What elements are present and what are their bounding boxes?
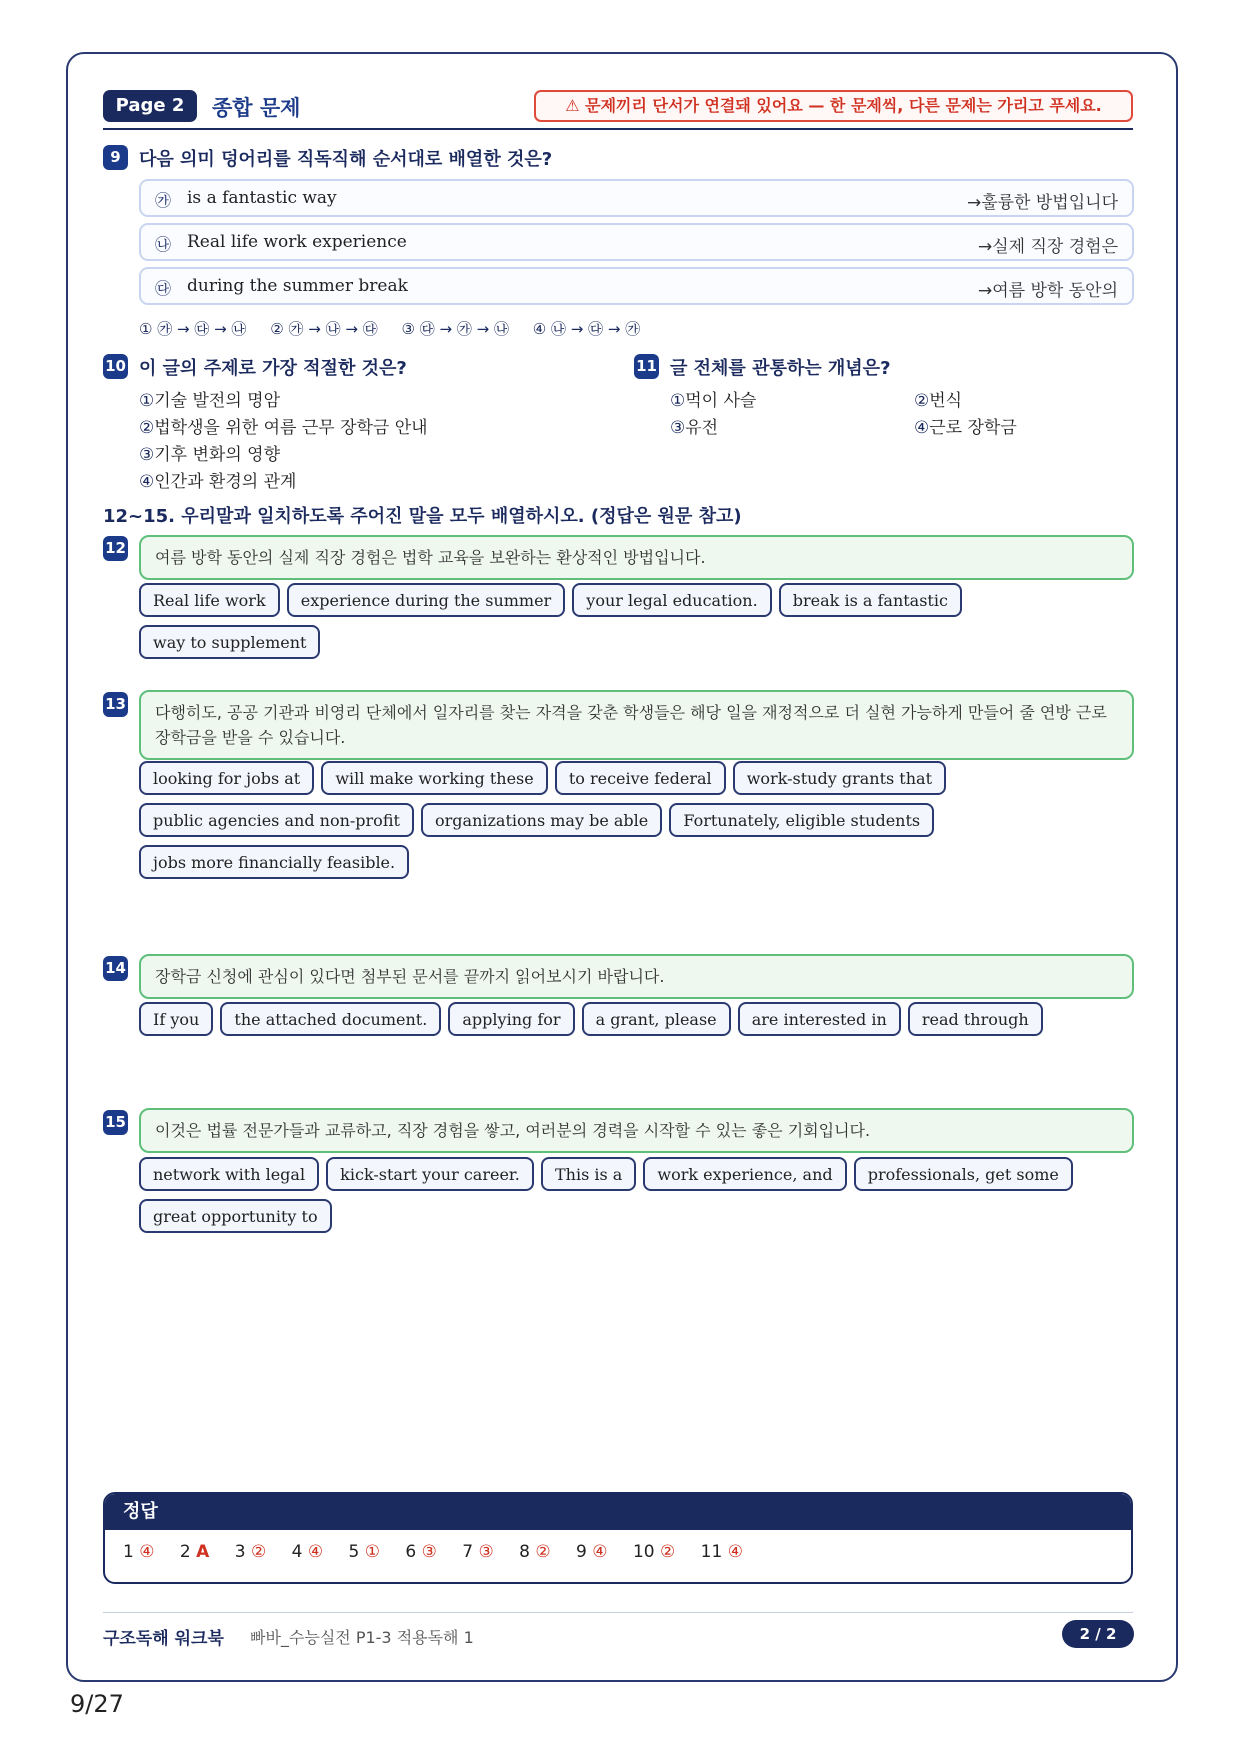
answer-item: 9 ④ bbox=[576, 1542, 608, 1562]
question-number-14: 14 bbox=[103, 956, 128, 981]
chunk-korean: →실제 직장 경험은 bbox=[977, 237, 1118, 257]
answer-item: 8 ② bbox=[519, 1542, 551, 1562]
word-chip[interactable]: your legal education. bbox=[572, 583, 771, 617]
q12-chips bbox=[139, 583, 1139, 667]
word-chip[interactable]: This is a bbox=[541, 1157, 636, 1191]
question-number-12: 12 bbox=[103, 536, 128, 561]
word-chip[interactable]: read through bbox=[908, 1002, 1043, 1036]
chunk-da bbox=[139, 267, 1134, 305]
word-chip[interactable]: way to supplement bbox=[139, 625, 320, 659]
footer-brand: 구조독해 워크북 bbox=[103, 1629, 224, 1649]
word-chip[interactable]: the attached document. bbox=[220, 1002, 441, 1036]
q14-sentence: 장학금 신청에 관심이 있다면 첨부된 문서를 끝까지 읽어보시기 바랍니다. bbox=[139, 954, 1134, 999]
chunk-korean: →여름 방학 동안의 bbox=[977, 281, 1118, 301]
question-number-10: 10 bbox=[103, 354, 128, 379]
chunk-symbol: ㉮ bbox=[155, 191, 172, 210]
q11-option-3[interactable]: ③유전 bbox=[670, 418, 719, 438]
header-divider bbox=[103, 128, 1133, 130]
word-chip[interactable]: looking for jobs at bbox=[139, 761, 314, 795]
word-chip[interactable]: Real life work bbox=[139, 583, 280, 617]
q11-option-2[interactable]: ②번식 bbox=[914, 391, 963, 411]
word-chip[interactable]: applying for bbox=[448, 1002, 574, 1036]
word-chip[interactable]: will make working these bbox=[321, 761, 547, 795]
word-chip[interactable]: If you bbox=[139, 1002, 213, 1036]
answer-item: 1 ④ bbox=[123, 1542, 155, 1562]
chunk-english: Real life work experience bbox=[187, 232, 407, 252]
chunk-english: during the summer break bbox=[187, 276, 408, 296]
q10-option-3[interactable]: ③기후 변화의 영향 bbox=[139, 445, 281, 465]
word-chip[interactable]: break is a fantastic bbox=[779, 583, 962, 617]
question-number-11: 11 bbox=[634, 354, 659, 379]
question-number-13: 13 bbox=[103, 692, 128, 717]
page-label: Page 2 bbox=[103, 90, 197, 122]
word-chip[interactable]: organizations may be able bbox=[421, 803, 662, 837]
answer-item: 7 ③ bbox=[462, 1542, 494, 1562]
word-chip[interactable]: a grant, please bbox=[582, 1002, 731, 1036]
answer-item: 6 ③ bbox=[405, 1542, 437, 1562]
question-10-title: 이 글의 주제로 가장 적절한 것은? bbox=[139, 358, 407, 379]
answer-item: 5 ① bbox=[348, 1542, 380, 1562]
warning-banner: ⚠ 문제끼리 단서가 연결돼 있어요 — 한 문제씩, 다른 문제는 가리고 푸세요. bbox=[534, 90, 1133, 122]
word-chip[interactable]: great opportunity to bbox=[139, 1199, 332, 1233]
answer-key-title: 정답 bbox=[105, 1494, 1131, 1530]
word-chip[interactable]: network with legal bbox=[139, 1157, 319, 1191]
footer-divider bbox=[103, 1612, 1133, 1613]
word-chip[interactable]: kick-start your career. bbox=[326, 1157, 534, 1191]
word-chip[interactable]: professionals, get some bbox=[854, 1157, 1073, 1191]
chunk-symbol: ㉯ bbox=[155, 235, 172, 254]
question-9-options: ① ㉮ → ㉰ → ㉯ ② ㉮ → ㉯ → ㉰ ③ ㉰ → ㉮ → ㉯ ④ ㉯ → ㉰ → ㉮ bbox=[139, 320, 641, 338]
word-chip[interactable]: to receive federal bbox=[555, 761, 726, 795]
word-chip[interactable]: public agencies and non-profit bbox=[139, 803, 414, 837]
answer-item: 2 A bbox=[179, 1542, 210, 1562]
q11-option-4[interactable]: ④근로 장학금 bbox=[914, 418, 1017, 438]
q12-sentence: 여름 방학 동안의 실제 직장 경험은 법학 교육을 보완하는 환상적인 방법입니다. bbox=[139, 535, 1134, 580]
q11-option-1[interactable]: ①먹이 사슬 bbox=[670, 391, 757, 411]
page-title: 종합 문제 bbox=[212, 96, 301, 120]
answer-item: 4 ④ bbox=[291, 1542, 324, 1562]
q13-sentence: 다행히도, 공공 기관과 비영리 단체에서 일자리를 찾는 자격을 갖춘 학생들은 해당 일을 재정적으로 더 실현 가능하게 만들어 줄 연방 근로 장학금을 받을 수 있습니다. bbox=[139, 690, 1134, 760]
section-title: 12~15. 우리말과 일치하도록 주어진 말을 모두 배열하시오. (정답은 원문 참고) bbox=[103, 506, 742, 527]
answer-key bbox=[103, 1492, 1133, 1584]
page-counter: 9/27 bbox=[70, 1690, 124, 1718]
footer-page-badge: 2 / 2 bbox=[1062, 1620, 1134, 1648]
answer-item: 3 ② bbox=[234, 1542, 267, 1562]
word-chip[interactable]: are interested in bbox=[738, 1002, 901, 1036]
answer-key-row bbox=[105, 1530, 1131, 1562]
chunk-na bbox=[139, 223, 1134, 261]
chunk-english: is a fantastic way bbox=[187, 188, 337, 208]
question-11-title: 글 전체를 관통하는 개념은? bbox=[670, 358, 891, 379]
word-chip[interactable]: work experience, and bbox=[643, 1157, 846, 1191]
q15-chips bbox=[139, 1157, 1139, 1241]
word-chip[interactable]: experience during the summer bbox=[287, 583, 565, 617]
q10-option-2[interactable]: ②법학생을 위한 여름 근무 장학금 안내 bbox=[139, 418, 428, 438]
footer-subtitle: 빠바_수능실전 P1-3 적용독해 1 bbox=[250, 1628, 474, 1647]
word-chip[interactable]: work-study grants that bbox=[733, 761, 946, 795]
q10-option-1[interactable]: ①기술 발전의 명암 bbox=[139, 391, 281, 411]
q13-chips bbox=[139, 761, 1139, 887]
q10-option-4[interactable]: ④인간과 환경의 관계 bbox=[139, 472, 297, 492]
chunk-symbol: ㉰ bbox=[155, 279, 172, 298]
word-chip[interactable]: Fortunately, eligible students bbox=[669, 803, 934, 837]
q15-sentence: 이것은 법률 전문가들과 교류하고, 직장 경험을 쌓고, 여러분의 경력을 시작할 수 있는 좋은 기회입니다. bbox=[139, 1108, 1134, 1153]
q14-chips bbox=[139, 1002, 1139, 1044]
answer-item: 10 ② bbox=[632, 1542, 676, 1562]
answer-item: 11 ④ bbox=[700, 1542, 743, 1562]
chunk-ga bbox=[139, 179, 1134, 217]
chunk-korean: →훌륭한 방법입니다 bbox=[966, 193, 1118, 213]
question-number-15: 15 bbox=[103, 1110, 128, 1135]
question-number-9: 9 bbox=[103, 145, 128, 170]
word-chip[interactable]: jobs more financially feasible. bbox=[139, 845, 409, 879]
question-9-title: 다음 의미 덩어리를 직독직해 순서대로 배열한 것은? bbox=[139, 149, 553, 170]
